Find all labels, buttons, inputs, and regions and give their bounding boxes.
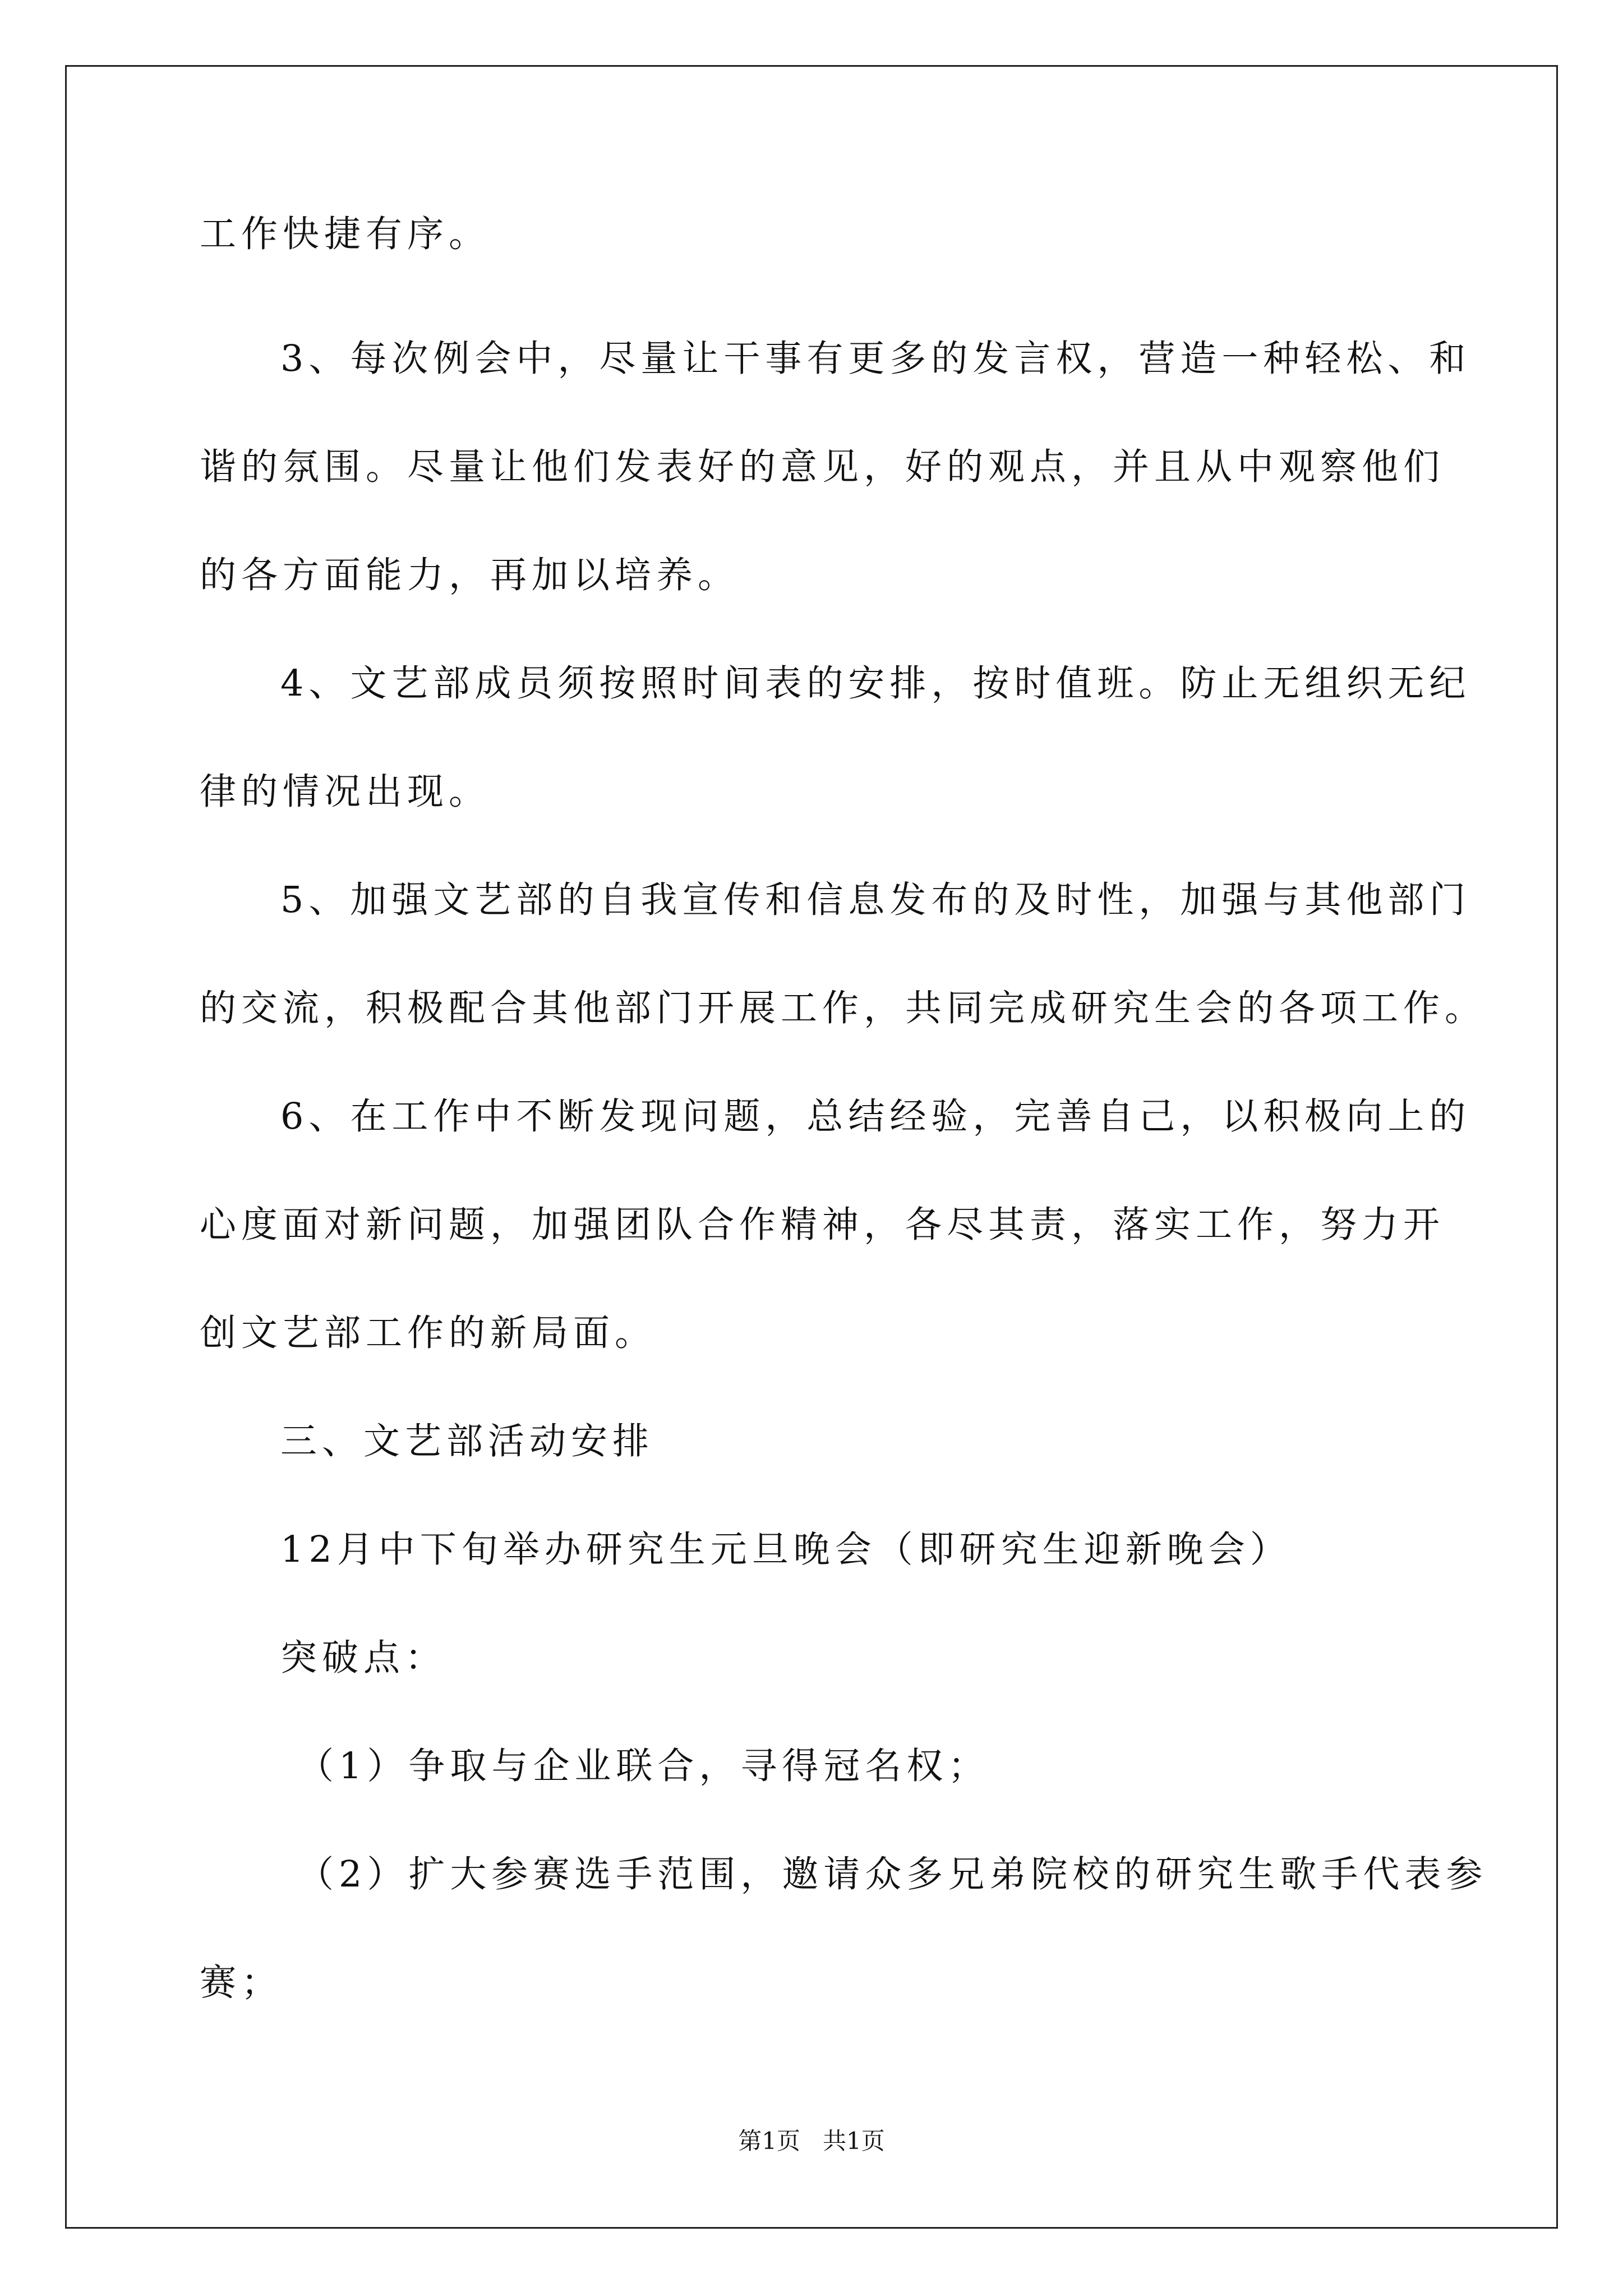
body-text-line: 心度面对新问题，加强团队合作精神，各尽其责，落实工作，努力开 [200, 1204, 1445, 1246]
body-text-line: 突破点： [280, 1637, 447, 1679]
list-item: （1）争取与企业联合，寻得冠名权； [297, 1745, 990, 1787]
body-text-line: 律的情况出现。 [200, 771, 491, 813]
body-text-line: 的交流，积极配合其他部门开展工作，共同完成研究生会的各项工作。 [200, 987, 1487, 1029]
body-text-line: 创文艺部工作的新局面。 [200, 1312, 657, 1354]
body-text-line: 谐的氛围。尽量让他们发表好的意见，好的观点，并且从中观察他们 [200, 446, 1445, 488]
body-text-line: 工作快捷有序。 [200, 213, 491, 255]
body-text-line: 的各方面能力，再加以培养。 [200, 554, 740, 596]
body-text-line: 赛； [200, 1962, 283, 2004]
body-text-line: 12月中下旬举办研究生元旦晚会（即研究生迎新晚会） [280, 1529, 1292, 1571]
body-text-line: 6、在工作中不断发现问题，总结经验，完善自己，以积极向上的 [280, 1096, 1471, 1138]
body-text-line: 3、每次例会中，尽量让干事有更多的发言权，营造一种轻松、和 [280, 338, 1471, 380]
list-item: （2）扩大参赛选手范围，邀请众多兄弟院校的研究生歌手代表参 [297, 1853, 1488, 1895]
section-heading: 三、文艺部活动安排 [280, 1420, 654, 1462]
body-text-line: 5、加强文艺部的自我宣传和信息发布的及时性，加强与其他部门 [280, 879, 1471, 921]
body-text-line: 4、文艺部成员须按照时间表的安排，按时值班。防止无组织无纪 [280, 662, 1471, 705]
page-footer: 第1页 共1页 [738, 2127, 885, 2155]
page-border [65, 65, 1558, 2229]
